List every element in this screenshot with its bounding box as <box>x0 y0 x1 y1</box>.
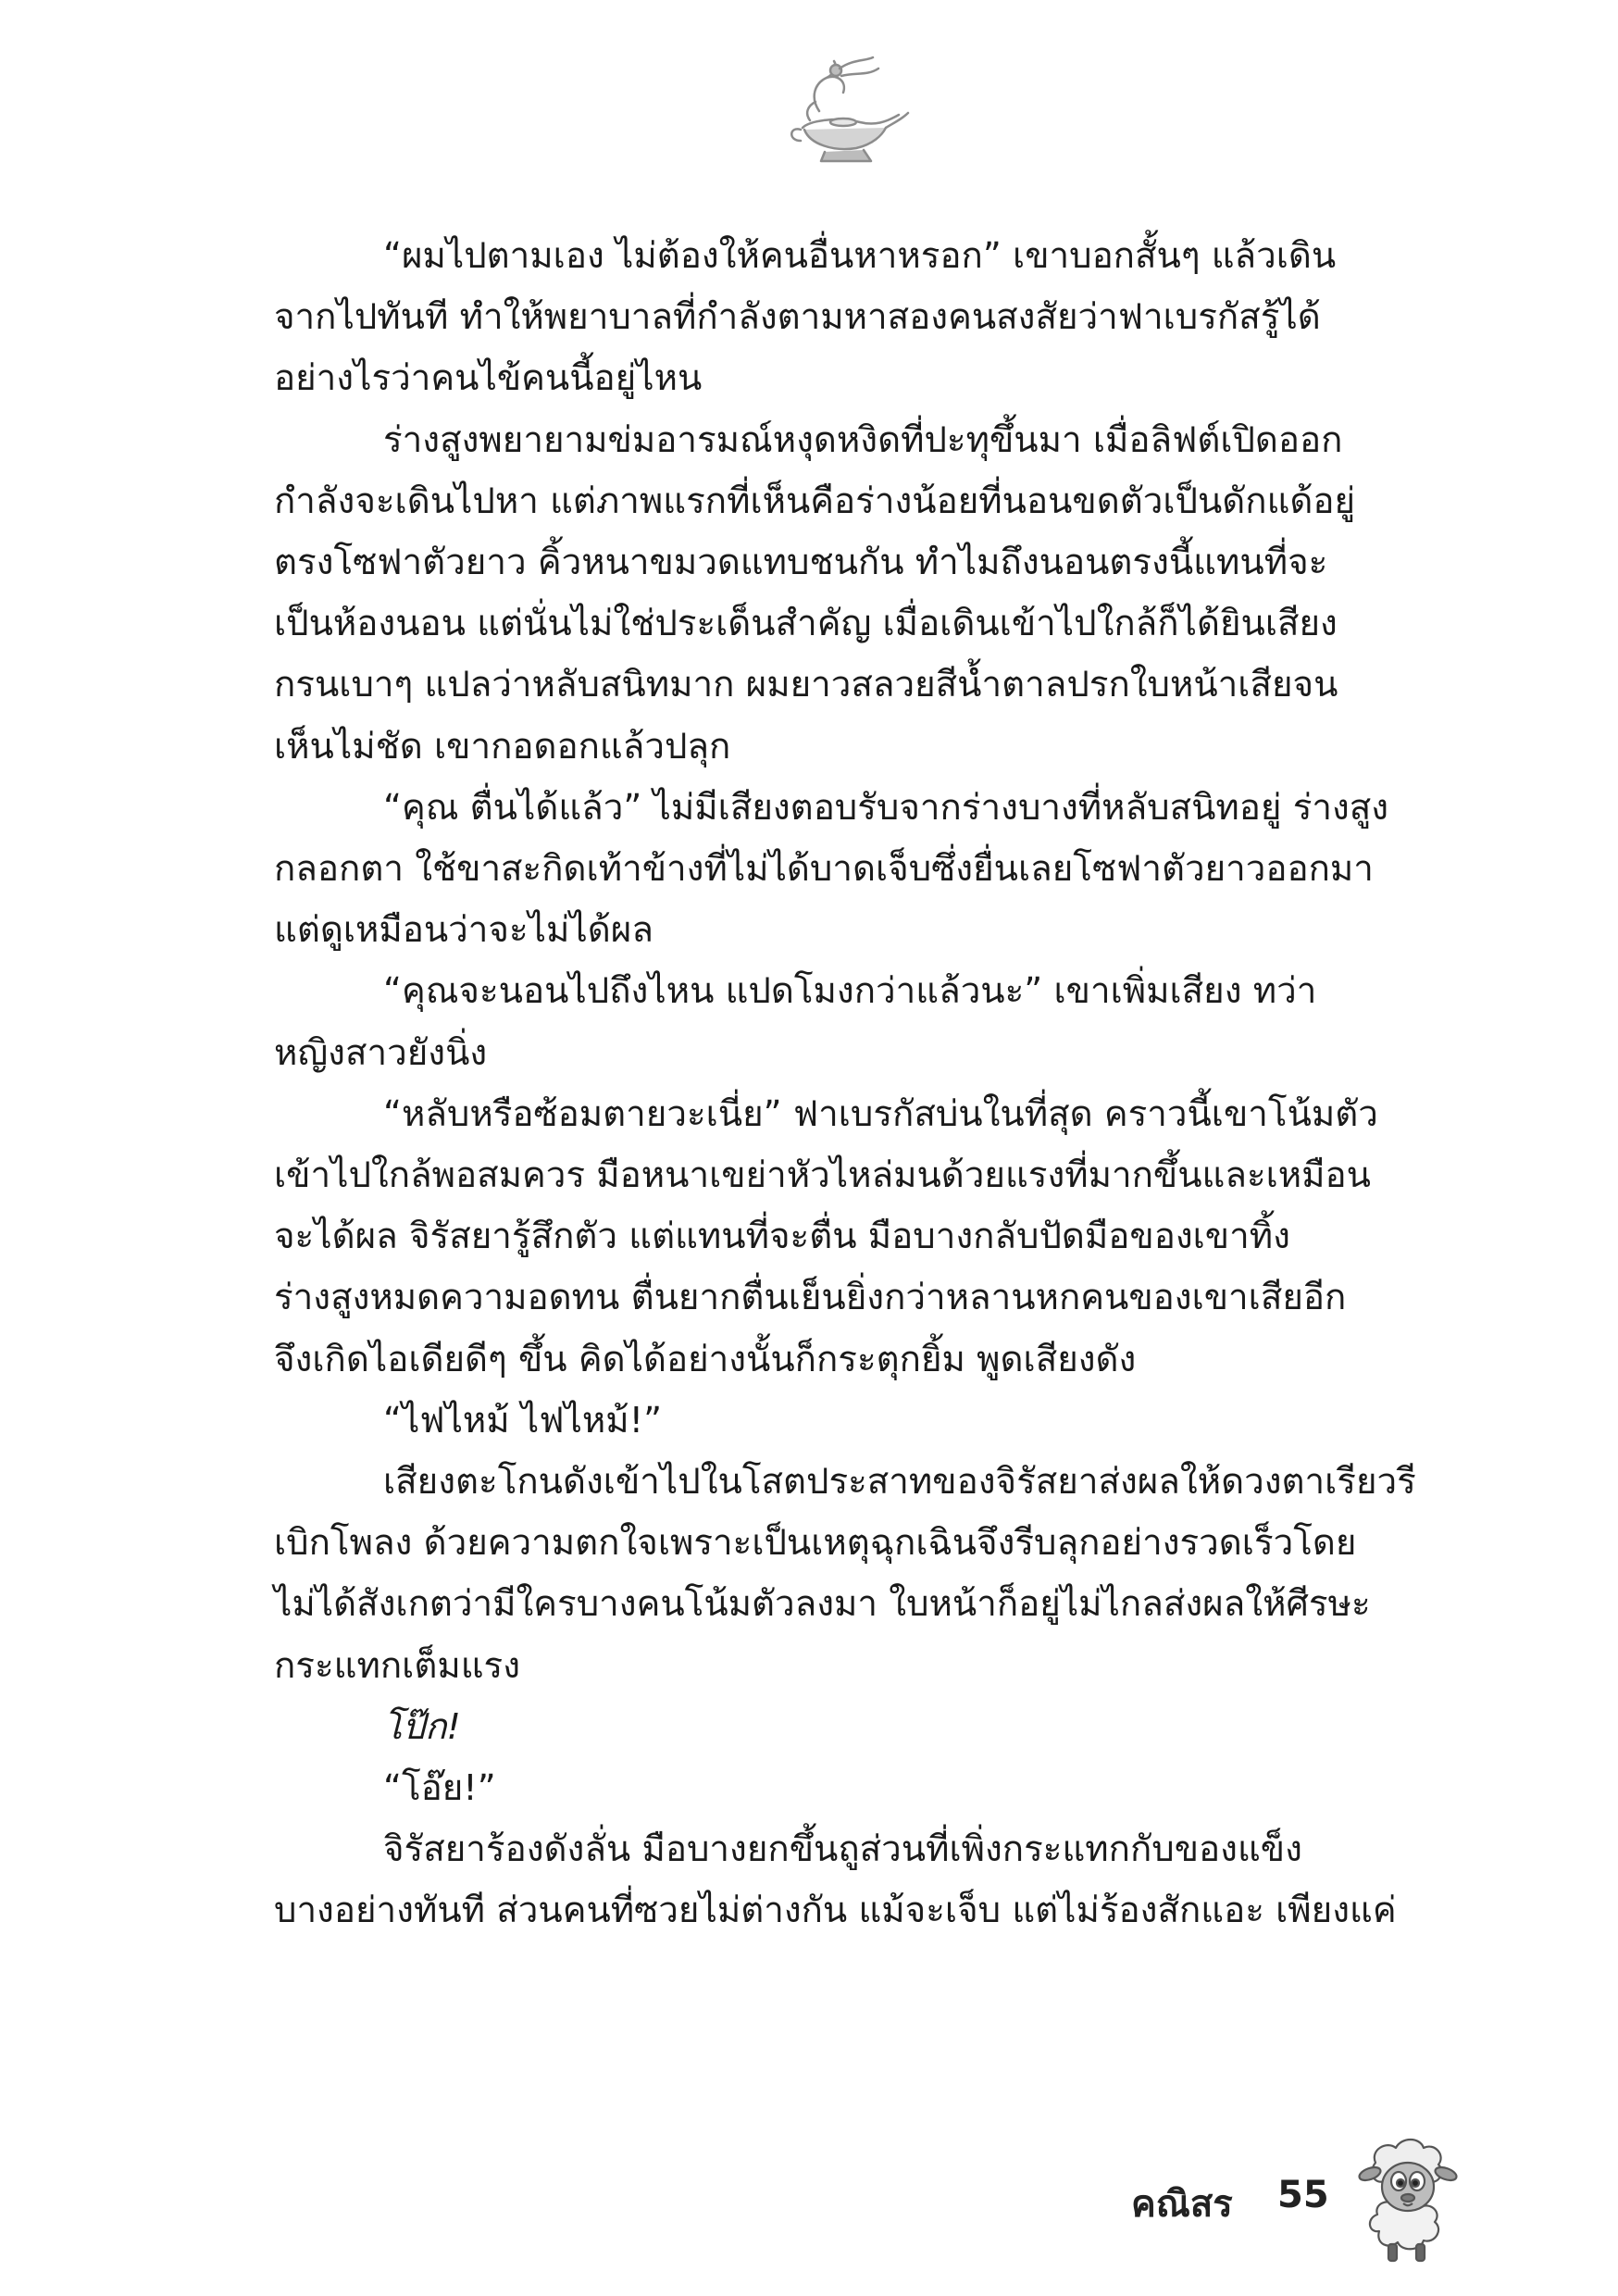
text-line: หญิงสาวยังนิ่ง <box>274 1031 488 1074</box>
text-line: ร่างสูงพยายามข่มอารมณ์หงุดหงิดที่ปะทุขึ้นมา เมื่อลิฟต์เปิดออก <box>383 418 1343 461</box>
text-line: “ผมไปตามเอง ไม่ต้องให้คนอื่นหาหรอก” เขาบอกสั้นๆ แล้วเดิน <box>383 235 1337 277</box>
text-line: จึงเกิดไอเดียดีๆ ขึ้น คิดได้อย่างนั้นก็กระตุกยิ้ม พูดเสียงดัง <box>274 1338 1137 1380</box>
text-line: “หลับหรือซ้อมตายวะเนี่ย” ฟาเบรกัสบ่นในที่สุด คราวนี้เขาโน้มตัว <box>383 1092 1378 1135</box>
text-line: เห็นไม่ชัด เขากอดอกแล้วปลุก <box>274 725 731 767</box>
paragraph <box>274 410 1450 778</box>
paragraph <box>274 961 1450 1083</box>
text-line: โป๊ก! <box>383 1705 461 1748</box>
text-line: “คุณจะนอนไปถึงไหน แปดโมงกว่าแล้วนะ” เขาเพิ่มเสียง ทว่า <box>383 970 1317 1013</box>
text-line: เข้าไปใกล้พอสมควร มือหนาเขย่าหัวไหล่มนด้วยแรงที่มากขึ้นและเหมือน <box>274 1154 1372 1197</box>
text-line: ไม่ได้สังเกตว่ามีใครบางคนโน้มตัวลงมา ใบหน้าก็อยู่ไม่ไกลส่งผลให้ศีรษะ <box>274 1583 1371 1626</box>
author-name: คณิสร <box>1131 2183 1233 2226</box>
text-line: “โอ๊ย!” <box>383 1767 496 1810</box>
text-line: จากไปทันที ทำให้พยาบาลที่กำลังตามหาสองคนสงสัยว่าฟาเบรกัสรู้ได้ <box>274 296 1321 339</box>
text-line: จิรัสยาร้องดังลั่น มือบางยกขึ้นถูส่วนที่เพิ่งกระแทกกับของแข็ง <box>383 1828 1302 1871</box>
magic-lamp-fairy-icon <box>782 56 912 167</box>
text-line: “คุณ ตื่นได้แล้ว” ไม่มีเสียงตอบรับจากร่างบางที่หลับสนิทอยู่ ร่างสูง <box>383 786 1389 829</box>
text-line: กลอกตา ใช้ขาสะกิดเท้าข้างที่ไม่ได้บาดเจ็บซึ่งยื่นเลยโซฟาตัวยาวออกมา <box>274 848 1374 891</box>
paragraph <box>274 1758 1450 1819</box>
sheep-mascot-icon <box>1342 2129 1472 2268</box>
text-line: จะได้ผล จิรัสยารู้สึกตัว แต่แทนที่จะตื่น มือบางกลับปัดมือของเขาทิ้ง <box>274 1216 1290 1258</box>
paragraph <box>274 1452 1450 1697</box>
story-body <box>274 226 1450 1942</box>
paragraph <box>274 1084 1450 1391</box>
text-line: กำลังจะเดินไปหา แต่ภาพแรกที่เห็นคือร่างน้อยที่นอนขดตัวเป็นดักแด้อยู่ <box>274 480 1356 522</box>
text-line: ตรงโซฟาตัวยาว คิ้วหนาขมวดแทบชนกัน ทำไมถึงนอนตรงนี้แทนที่จะ <box>274 542 1328 584</box>
paragraph <box>274 226 1450 410</box>
text-line: กรนเบาๆ แปลว่าหลับสนิทมาก ผมยาวสลวยสีน้ำตาลปรกใบหน้าเสียจน <box>274 664 1338 706</box>
text-line: เบิกโพลง ด้วยความตกใจเพราะเป็นเหตุฉุกเฉินจึงรีบลุกอย่างรวดเร็วโดย <box>274 1522 1357 1565</box>
text-line: “ไฟไหม้ ไฟไหม้!” <box>383 1399 663 1441</box>
text-line: ร่างสูงหมดความอดทน ตื่นยากตื่นเย็นยิ่งกว่าหลานหกคนของเขาเสียอีก <box>274 1277 1347 1319</box>
paragraph <box>274 1391 1450 1452</box>
page-footer <box>1092 2129 1611 2268</box>
text-line: อย่างไรว่าคนไข้คนนี้อยู่ไหน <box>274 357 703 400</box>
text-line: กระแทกเต็มแรง <box>274 1644 521 1687</box>
paragraph <box>274 778 1450 962</box>
page-number: 55 <box>1277 2174 1329 2216</box>
text-line: บางอย่างทันที ส่วนคนที่ซวยไม่ต่างกัน แม้จะเจ็บ แต่ไม่ร้องสักแอะ เพียงแค่ <box>274 1890 1397 1932</box>
paragraph <box>274 1697 1450 1758</box>
text-line: แต่ดูเหมือนว่าจะไม่ได้ผล <box>274 909 653 952</box>
paragraph <box>274 1819 1450 1941</box>
text-line: เสียงตะโกนดังเข้าไปในโสตประสาทของจิรัสยาส่งผลให้ดวงตาเรียวรี <box>383 1461 1416 1504</box>
text-line: เป็นห้องนอน แต่นั่นไม่ใช่ประเด็นสำคัญ เมื่อเดินเข้าไปใกล้ก็ได้ยินเสียง <box>274 603 1338 645</box>
